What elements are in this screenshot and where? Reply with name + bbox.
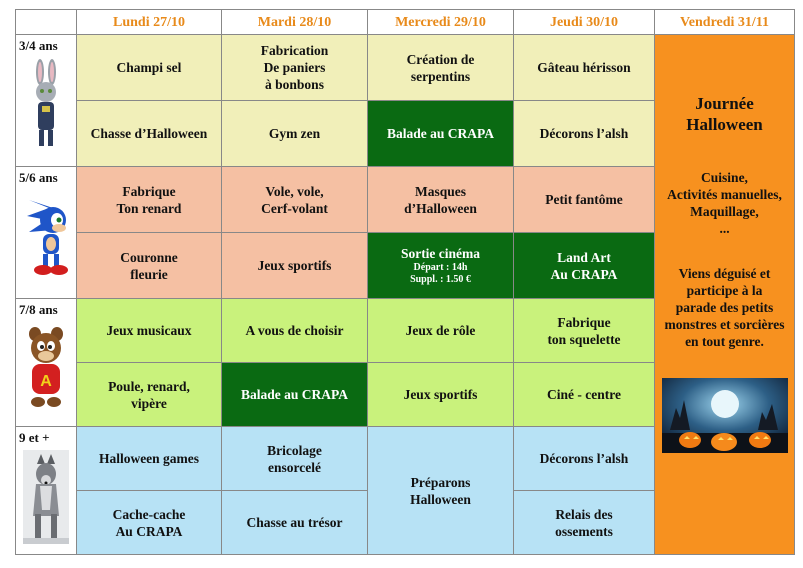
- activity-cell: Jeux musicaux: [77, 299, 222, 363]
- activity-cell: Masques d’Halloween: [368, 167, 514, 233]
- friday-activities: Cuisine, Activités manuelles, Maquillage, ...: [667, 170, 782, 236]
- friday-title: Journée Halloween: [686, 94, 763, 134]
- day-header: Lundi 27/10: [77, 10, 222, 35]
- activity-cell: Jeux sportifs: [368, 363, 514, 427]
- activity-cell: Halloween games: [77, 427, 222, 491]
- activity-cell: Vole, vole, Cerf-volant: [222, 167, 368, 233]
- cinema-depart: Départ : 14h: [413, 262, 468, 273]
- activity-cell: Gym zen: [222, 101, 368, 167]
- age-label: 5/6 ans: [19, 170, 58, 185]
- day-header: Mardi 28/10: [222, 10, 368, 35]
- activity-cell: Gâteau hérisson: [514, 35, 655, 101]
- day-header: Mercredi 29/10: [368, 10, 514, 35]
- activity-cell: Petit fantôme: [514, 167, 655, 233]
- wolf-icon: [23, 450, 69, 544]
- activity-cell: Fabrication De paniers à bonbons: [222, 35, 368, 101]
- activity-cell: Relais des ossements: [514, 491, 655, 555]
- friday-invite: Viens déguisé et participe à la parade des petits monstres et sorcières en tout genre.: [664, 266, 785, 349]
- activity-cell: Décorons l’alsh: [514, 427, 655, 491]
- age-label: 9 et +: [19, 430, 50, 445]
- activity-cell: Jeux de rôle: [368, 299, 514, 363]
- activity-cell: Ciné - centre: [514, 363, 655, 427]
- activity-cell-outing: Balade au CRAPA: [222, 363, 368, 427]
- svg-text:A: A: [40, 373, 52, 390]
- rabbit-cop-icon: [26, 58, 66, 150]
- age-group-9-plus: [16, 427, 77, 555]
- hedgehog-icon: [19, 190, 73, 278]
- activity-cell: Chasse d’Halloween: [77, 101, 222, 167]
- activity-cell: Fabrique ton squelette: [514, 299, 655, 363]
- activity-cell: Chasse au trésor: [222, 491, 368, 555]
- activity-cell-outing: Land Art Au CRAPA: [514, 233, 655, 299]
- age-group-5-6: [16, 167, 77, 299]
- friday-halloween-cell: [655, 35, 795, 555]
- activity-cell: Champi sel: [77, 35, 222, 101]
- corner-cell: [16, 10, 77, 35]
- age-label: 7/8 ans: [19, 302, 58, 317]
- halloween-night-pumpkins-icon: [662, 378, 788, 453]
- age-label: 3/4 ans: [19, 38, 58, 53]
- chipmunk-icon: [23, 322, 69, 410]
- activity-cell: Poule, renard, vipère: [77, 363, 222, 427]
- activity-cell-outing: Sortie cinéma Départ : 14h Suppl. : 1.50 €: [368, 233, 514, 299]
- activity-cell: Création de serpentins: [368, 35, 514, 101]
- activity-cell: Jeux sportifs: [222, 233, 368, 299]
- activity-cell: Fabrique Ton renard: [77, 167, 222, 233]
- schedule-table: [15, 9, 795, 555]
- age-group-3-4: [16, 35, 77, 167]
- header-row: [16, 10, 795, 35]
- activity-cell: A vous de choisir: [222, 299, 368, 363]
- activity-cell: Cache-cache Au CRAPA: [77, 491, 222, 555]
- cinema-supplement: Suppl. : 1.50 €: [410, 274, 471, 285]
- activity-cell: Couronne fleurie: [77, 233, 222, 299]
- activity-cell: Préparons Halloween: [368, 427, 514, 555]
- activity-schedule: [15, 9, 794, 554]
- age-group-7-8: [16, 299, 77, 427]
- activity-cell: Bricolage ensorcelé: [222, 427, 368, 491]
- day-header: Vendredi 31/11: [655, 10, 795, 35]
- day-header: Jeudi 30/10: [514, 10, 655, 35]
- activity-cell: Décorons l’alsh: [514, 101, 655, 167]
- activity-cell-outing: Balade au CRAPA: [368, 101, 514, 167]
